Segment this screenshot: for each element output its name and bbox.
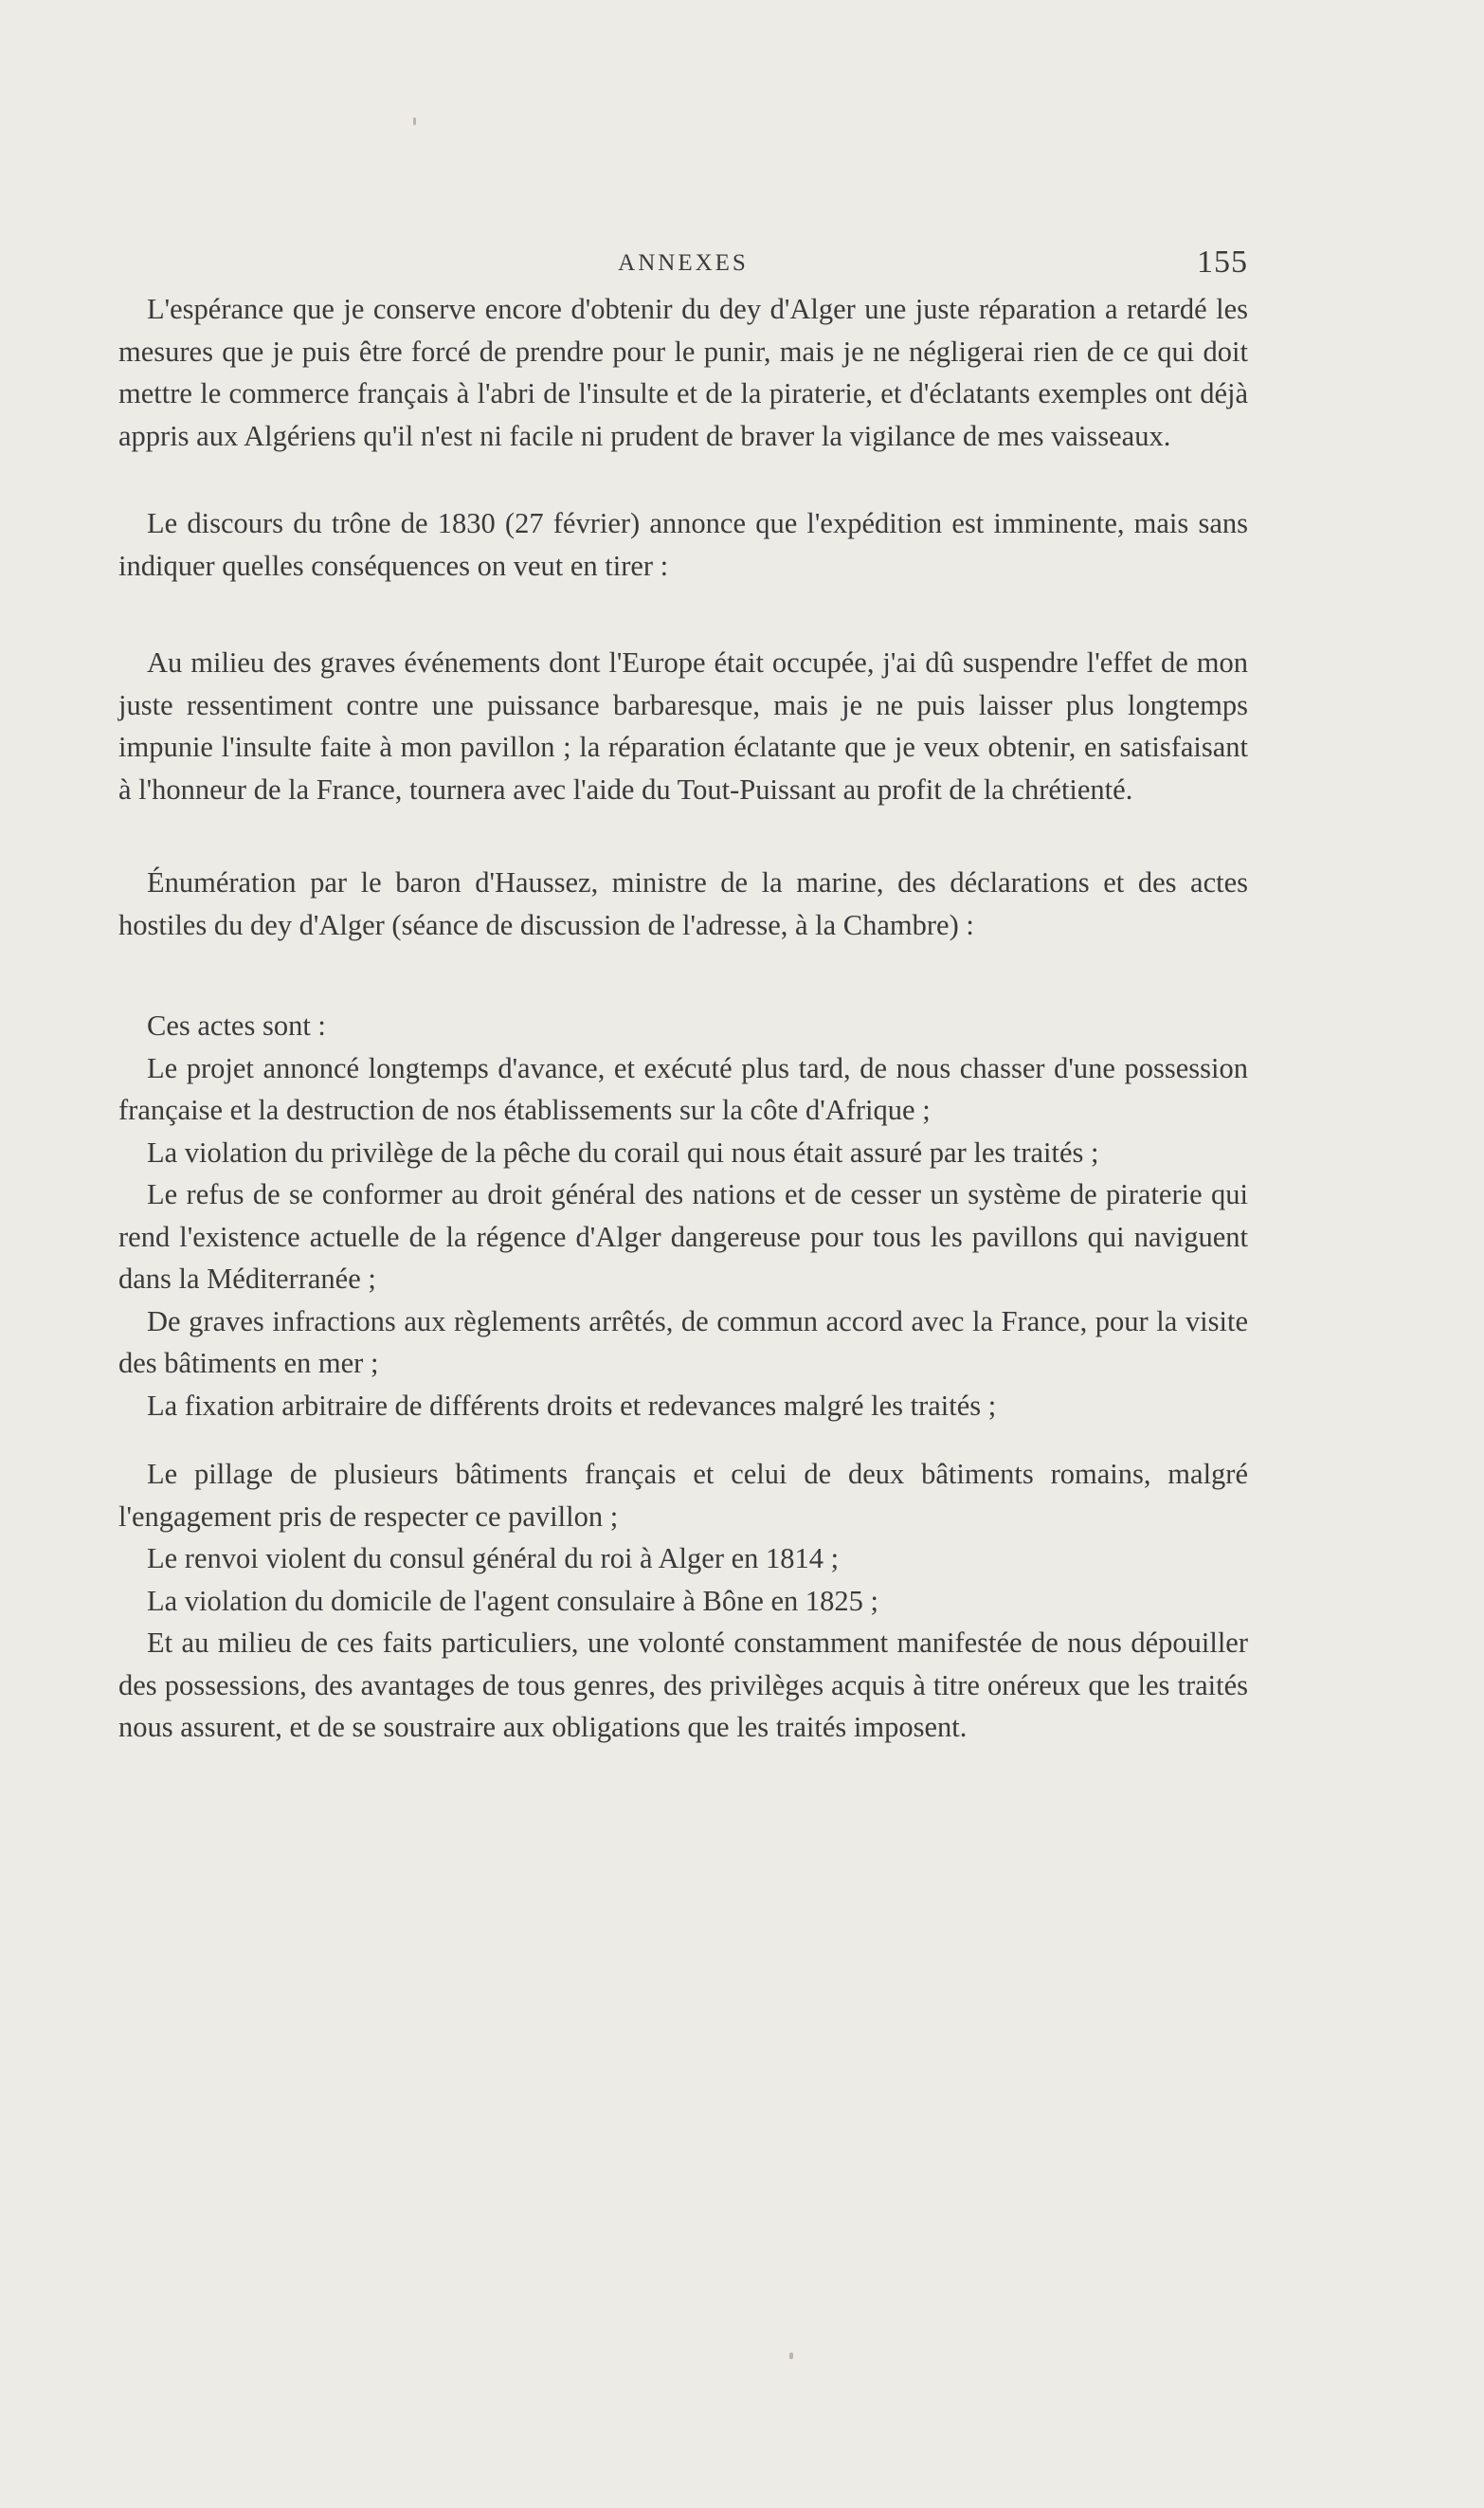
act-item: Le renvoi violent du consul général du roi à Alger en 1814 ; [147,1542,840,1574]
paragraph-quote-esperance: L'espérance que je conserve encore d'obtenir du dey d'Alger une juste réparation a retardé les mesures que je puis être forcé de prendre pour le punir, mais je ne négligerai rien de ce qui doit mettre le commerce français à l'abri de l'insulte et de la piraterie, et d'éclatants exemples ont déjà appris aux Algériens qu'il n'est ni facile ni prudent de braver la vigilance de mes vaisseaux. [118,293,1248,452]
act-item: Et au milieu de ces faits particuliers, une volonté constamment manifestée de nous dépouiller des possessions, des avantages de tous genres, des privilèges acquis à titre onéreux que les traités nous assurent, et de se soustraire aux obligations que les traités imposent. [118,1627,1248,1743]
paragraph-discours-trone: Le discours du trône de 1830 (27 février) annonce que l'expédition est imminente, mais sans indiquer quelles conséquences on veut en tirer : [118,507,1248,582]
acts-intro: Ces actes sont : [147,1009,326,1042]
act-item: Le refus de se conformer au droit général des nations et de cesser un système de piraterie qui rend l'existence actuelle de la régence d'Alger dangereuse pour tous les pavillons qui naviguent dans la Méditerranée ; [118,1178,1248,1295]
act-item: De graves infractions aux règlements arrêtés, de commun accord avec la France, pour la visite des bâtiments en mer ; [118,1304,1248,1379]
act-item: La fixation arbitraire de différents droits et redevances malgré les traités ; [147,1389,997,1422]
act-item: La violation du privilège de la pêche du corail qui nous était assuré par les traités ; [147,1136,1099,1169]
running-head [118,245,1248,282]
running-title: ANNEXES [618,250,749,276]
paragraph-enumeration: Énumération par le baron d'Haussez, ministre de la marine, des déclarations et des actes hostiles du dey d'Alger (séance de discussion de l'adresse, à la Chambre) : [118,866,1248,941]
page-number: 155 [1197,245,1248,280]
acts-list [118,1047,1248,1749]
act-item: Le projet annoncé longtemps d'avance, et exécuté plus tard, de nous chasser d'une possession française et la destruction de nos établissements sur la côte d'Afrique ; [118,1051,1248,1126]
body-text [118,288,1248,1749]
paper-speck [789,2353,793,2359]
act-item: Le pillage de plusieurs bâtiments français et celui de deux bâtiments romains, malgré l'engagement pris de respecter ce pavillon ; [118,1458,1248,1533]
paragraph-quote-milieu: Au milieu des graves événements dont l'Europe était occupée, j'ai dû suspendre l'effet de mon juste ressentiment contre une puissance barbaresque, mais je ne puis laisser plus longtemps impunie l'insulte faite à mon pavillon ; la réparation éclatante que je veux obtenir, en satisfaisant à l'honneur de la France, tournera avec l'aide du Tout-Puissant au profit de la chrétienté. [118,646,1248,806]
act-item: La violation du domicile de l'agent consulaire à Bône en 1825 ; [147,1584,879,1617]
paper-speck [413,118,416,125]
